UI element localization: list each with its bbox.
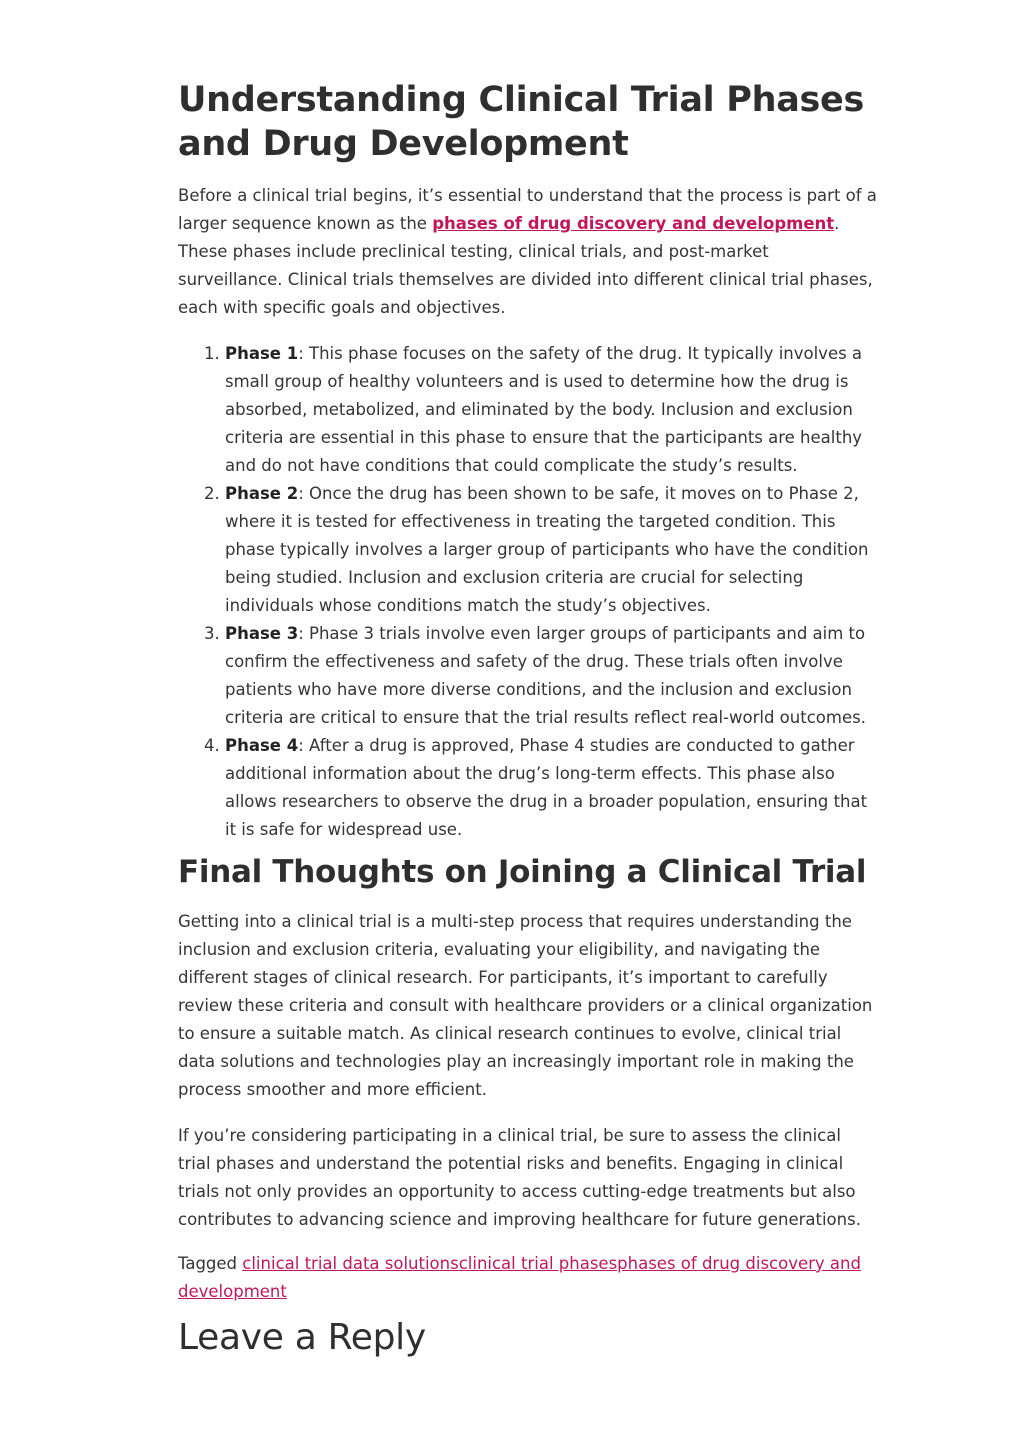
intro-text-after: . These phases include preclinical testing, clinical trials, and post-market surveillance. Clinical trials themselves are divided into different clinical trial phases, each with specific goals and objectives. (178, 214, 873, 317)
intro-text-before: Before a clinical trial begins, it’s essential to understand that the process is part of a larger sequence known as the (178, 186, 877, 233)
tag-link[interactable]: clinical trial phases (458, 1254, 618, 1273)
final-paragraph-2: If you’re considering participating in a clinical trial, be sure to assess the clinical trial phases and understand the potential risks and benefits. Engaging in clinical trials not only provides an opportunity to access cutting-edge treatments but also contributes to advancing science and improving healthcare for future generations. (178, 1126, 861, 1229)
article (178, 78, 878, 1360)
list-item (225, 620, 878, 732)
phase-text: : After a drug is approved, Phase 4 studies are conducted to gather additional information about the drug’s long-term effects. This phase also allows researchers to observe the drug in a broader population, ensuring that it is safe for widespread use. (225, 736, 868, 839)
phase-text: : Once the drug has been shown to be safe, it moves on to Phase 2, where it is tested for effectiveness in treating the targeted condition. This phase typically involves a larger group of participants who have the condition being studied. Inclusion and exclusion criteria are crucial for selecting individuals whose conditions match the study’s objectives. (225, 484, 869, 615)
phase-label: Phase 3 (225, 624, 299, 643)
tag-link[interactable]: clinical trial data solutions (242, 1254, 459, 1273)
article-title: Understanding Clinical Trial Phases and Drug Development (178, 80, 865, 164)
phase-label: Phase 1 (225, 344, 299, 363)
drug-development-link[interactable]: phases of drug discovery and development (432, 214, 835, 233)
phase-text: : This phase focuses on the safety of the drug. It typically involves a small group of healthy volunteers and is used to determine how the drug is absorbed, metabolized, and eliminated by the body. Inclusion and exclusion criteria are essential in this phase to ensure that the participants are healthy and do not have conditions that could complicate the study’s results. (225, 344, 863, 475)
leave-reply-heading: Leave a Reply (178, 1317, 426, 1358)
phase-label: Phase 4 (225, 736, 299, 755)
tags-line (178, 1250, 878, 1306)
tag-link[interactable]: phases of drug discovery and development (178, 1254, 861, 1301)
phase-text: : Phase 3 trials involve even larger groups of participants and aim to confirm the effectiveness and safety of the drug. These trials often involve patients who have more diverse conditions, and the inclusion and exclusion criteria are critical to ensure that the trial results reflect real-world outcomes. (225, 624, 866, 727)
intro-paragraph (178, 182, 878, 322)
final-paragraph-1: Getting into a clinical trial is a multi-step process that requires understanding the inclusion and exclusion criteria, evaluating your eligibility, and navigating the different stages of clinical research. For participants, it’s important to carefully review these criteria and consult with healthcare providers or a clinical organization to ensure a suitable match. As clinical research continues to evolve, clinical trial data solutions and technologies play an increasingly important role in making the process smoother and more efficient. (178, 912, 873, 1099)
tags-label: Tagged (178, 1254, 243, 1273)
phases-list (178, 340, 878, 844)
list-item (225, 732, 878, 844)
phase-label: Phase 2 (225, 484, 299, 503)
final-thoughts-heading: Final Thoughts on Joining a Clinical Trial (178, 854, 867, 890)
list-item (225, 480, 878, 620)
list-item (225, 340, 878, 480)
